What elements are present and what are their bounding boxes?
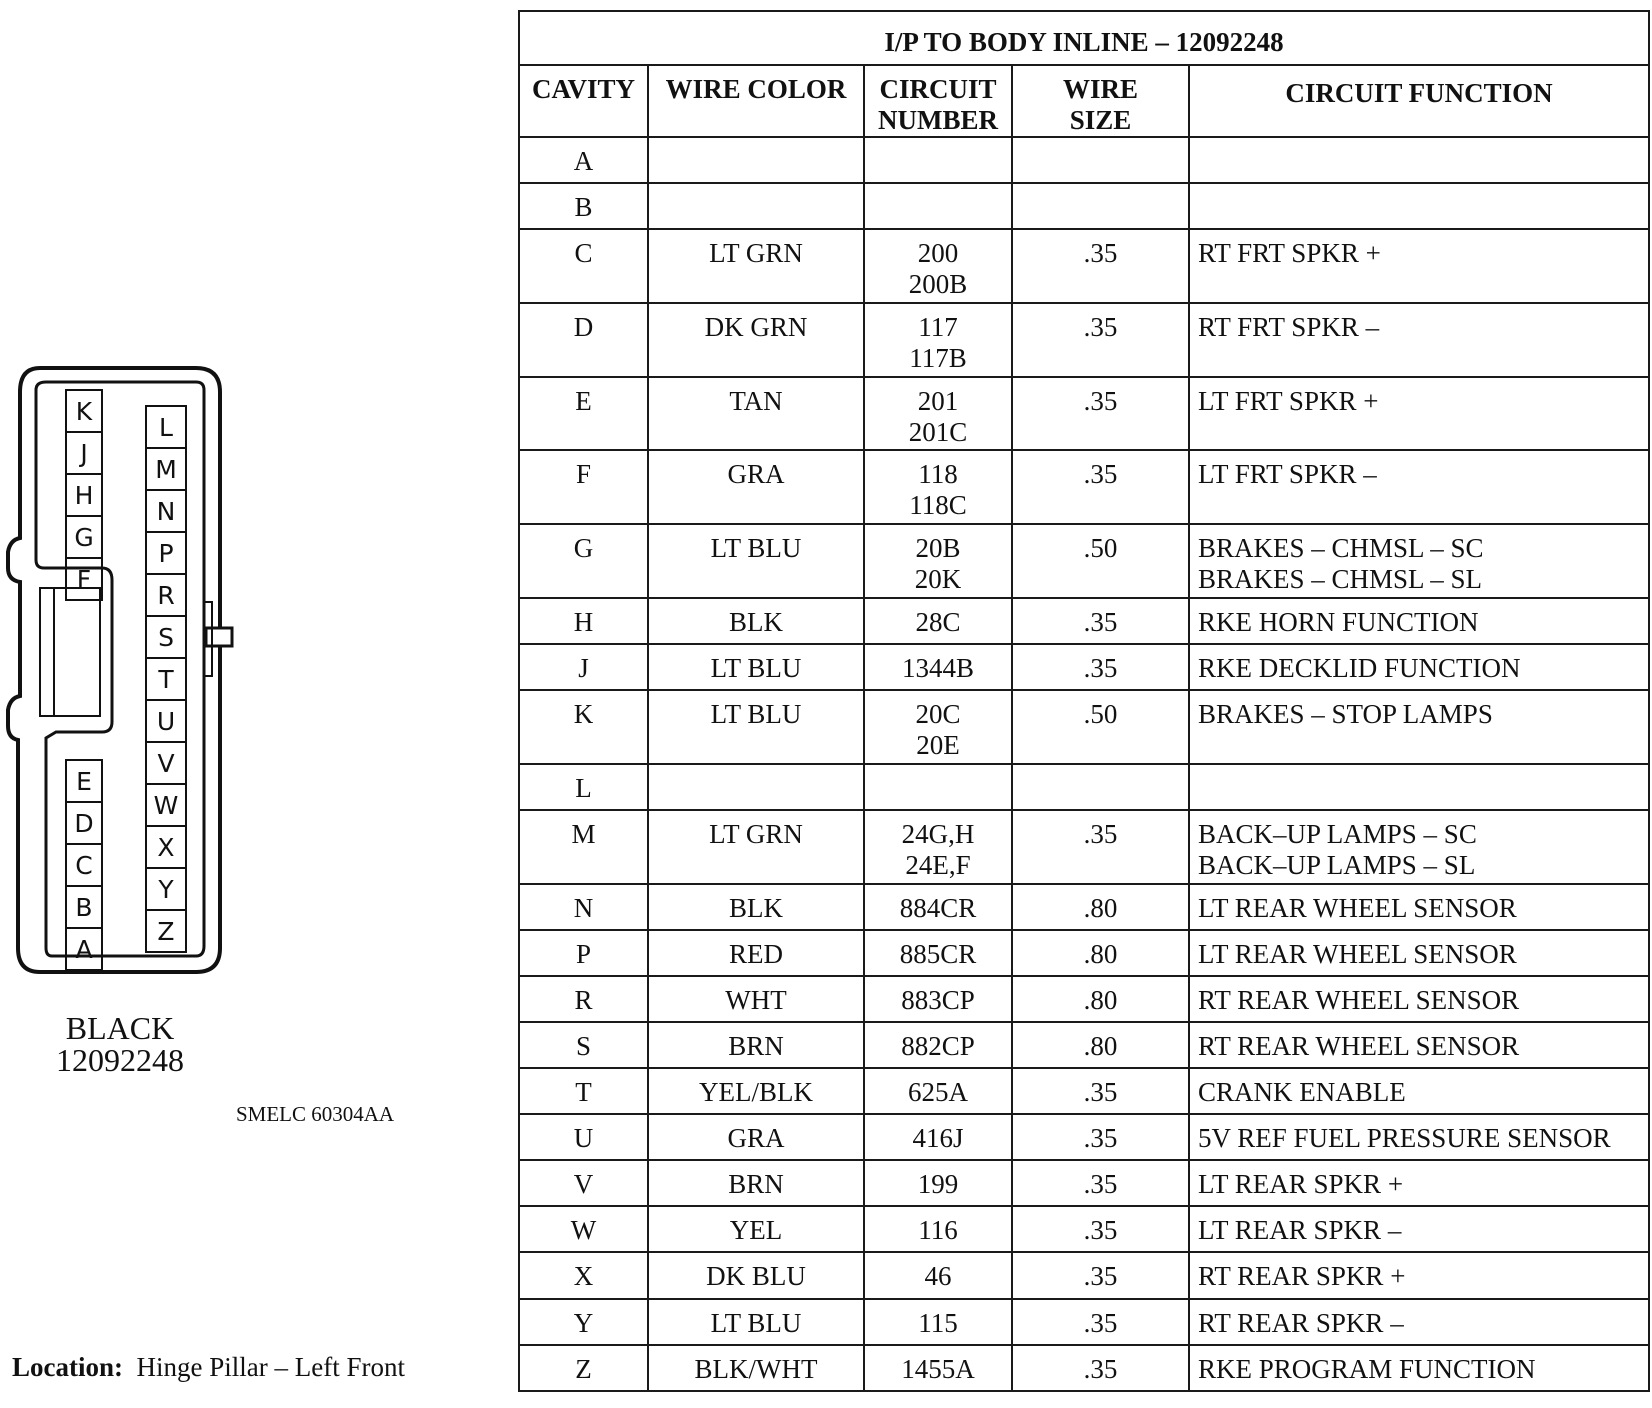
cavity-value: C	[574, 238, 593, 269]
wire-size-cell	[1012, 1206, 1189, 1252]
table-header-row	[519, 65, 1649, 137]
wire-size-cell	[1012, 137, 1189, 183]
pin-label-x: X	[157, 833, 175, 862]
pin-label-f: F	[76, 565, 92, 594]
table-title-row	[519, 11, 1649, 65]
cavity-value: J	[578, 653, 589, 684]
circuit-function-cell	[1189, 764, 1649, 810]
pin-label-a: A	[75, 935, 93, 964]
right-pin-column	[146, 406, 186, 952]
connector-center-block	[40, 588, 100, 716]
circuit-function-cell	[1189, 1345, 1649, 1391]
wire-color-value: RED	[729, 938, 783, 969]
wire-color-value: TAN	[729, 385, 783, 416]
circuit-function-cell	[1189, 229, 1649, 303]
circuit-number-line2: 24E,F	[905, 849, 971, 880]
circuit-function-cell	[1189, 524, 1649, 598]
pinout-table	[518, 10, 1650, 1392]
wire-color-cell	[648, 303, 864, 377]
circuit-number-line1: 416J	[912, 1123, 964, 1154]
header-circuit-number-line1: CIRCUIT	[879, 74, 997, 104]
circuit-number-cell	[864, 764, 1012, 810]
location-value: Hinge Pillar – Left Front	[136, 1352, 405, 1382]
header-circuit-function: CIRCUIT FUNCTION	[1189, 65, 1649, 137]
table-row	[519, 1114, 1649, 1160]
wire-size-value: .35	[1083, 1215, 1118, 1246]
circuit-number-line1: 199	[917, 1169, 959, 1200]
table-row	[519, 1068, 1649, 1114]
wire-color-value: LT BLU	[710, 533, 802, 564]
circuit-number-cell	[864, 598, 1012, 644]
wire-size-cell	[1012, 183, 1189, 229]
wire-color-cell	[648, 183, 864, 229]
cavity-value: F	[575, 459, 592, 490]
wire-size-cell	[1012, 764, 1189, 810]
cavity-value: P	[575, 938, 592, 969]
wire-size-value: .35	[1083, 1077, 1118, 1108]
circuit-number-line1: 24G,H	[901, 818, 975, 849]
pin-label-p: P	[158, 539, 174, 568]
circuit-function-cell	[1189, 598, 1649, 644]
wire-size-cell	[1012, 810, 1189, 884]
table-row	[519, 764, 1649, 810]
pin-label-c: C	[75, 851, 93, 880]
circuit-number-cell	[864, 1206, 1012, 1252]
cavity-cell	[519, 884, 648, 930]
circuit-function-cell	[1189, 930, 1649, 976]
cavity-value: A	[573, 146, 594, 176]
wire-color-cell	[648, 1068, 864, 1114]
wire-color-value: BRN	[728, 1169, 784, 1200]
circuit-function-cell	[1189, 137, 1649, 183]
wire-color-value: DK GRN	[704, 311, 808, 342]
wire-color-cell	[648, 1114, 864, 1160]
circuit-function-line1: LT REAR WHEEL SENSOR	[1198, 938, 1517, 969]
wire-color-cell	[648, 644, 864, 690]
pin-label-d: D	[74, 809, 94, 838]
cavity-cell	[519, 1068, 648, 1114]
table-row	[519, 1206, 1649, 1252]
circuit-function-line1: RT FRT SPKR –	[1198, 311, 1380, 342]
cavity-cell	[519, 229, 648, 303]
wire-color-cell	[648, 976, 864, 1022]
cavity-value: E	[575, 385, 592, 416]
circuit-number-line1: 116	[918, 1215, 958, 1246]
circuit-number-cell	[864, 1114, 1012, 1160]
connector-inner-outline	[36, 382, 204, 956]
wire-color-value: GRA	[727, 1123, 785, 1154]
wire-color-value: WHT	[725, 984, 787, 1015]
table-row	[519, 1160, 1649, 1206]
wire-color-value: LT BLU	[710, 653, 802, 684]
circuit-function-line1: RT FRT SPKR +	[1198, 238, 1381, 269]
wire-size-value: .50	[1083, 699, 1118, 730]
circuit-number-cell	[864, 1299, 1012, 1345]
wire-color-cell	[648, 377, 864, 451]
circuit-function-cell	[1189, 1252, 1649, 1298]
cavity-value: Y	[573, 1307, 594, 1338]
left-lower-pin-column	[66, 760, 102, 970]
cavity-value: W	[570, 1215, 597, 1246]
circuit-function-cell	[1189, 377, 1649, 451]
circuit-number-line1: 882CP	[901, 1031, 975, 1061]
pin-label-v: V	[157, 749, 175, 778]
wire-size-cell	[1012, 1345, 1189, 1391]
cavity-value: D	[573, 311, 594, 342]
table-row	[519, 1345, 1649, 1391]
cavity-value: H	[573, 606, 594, 637]
cavity-cell	[519, 377, 648, 451]
circuit-number-line1: 118	[918, 459, 958, 490]
circuit-number-line1: 883CP	[901, 984, 975, 1015]
wire-color-value: BLK	[729, 606, 783, 637]
circuit-number-cell	[864, 1160, 1012, 1206]
circuit-number-line1: 20C	[915, 699, 961, 730]
wire-size-value: .80	[1083, 938, 1118, 969]
cavity-cell	[519, 1206, 648, 1252]
table-row	[519, 137, 1649, 183]
wire-color-value: LT BLU	[710, 699, 802, 730]
wire-size-value: .35	[1083, 1261, 1118, 1292]
circuit-function-line1: BRAKES – CHMSL – SC	[1198, 533, 1484, 564]
circuit-function-cell	[1189, 1022, 1649, 1068]
circuit-function-cell	[1189, 884, 1649, 930]
wire-color-value: BRN	[728, 1031, 784, 1061]
circuit-number-cell	[864, 303, 1012, 377]
cavity-cell	[519, 976, 648, 1022]
cavity-cell	[519, 810, 648, 884]
circuit-function-cell	[1189, 1114, 1649, 1160]
circuit-number-cell	[864, 137, 1012, 183]
wire-color-value: BLK/WHT	[694, 1353, 818, 1384]
cavity-cell	[519, 1160, 648, 1206]
wire-size-value: .80	[1083, 984, 1118, 1015]
circuit-function-line1: RKE PROGRAM FUNCTION	[1198, 1353, 1536, 1384]
circuit-number-line2: 20E	[916, 730, 960, 761]
table-title: I/P TO BODY INLINE – 12092248	[519, 11, 1649, 65]
circuit-number-line1: 201	[917, 385, 959, 416]
wire-color-cell	[648, 884, 864, 930]
pin-label-e: E	[76, 767, 92, 796]
cavity-cell	[519, 450, 648, 524]
cavity-value: V	[573, 1169, 594, 1200]
connector-key-tab	[206, 628, 232, 646]
wire-color-cell	[648, 1345, 864, 1391]
wire-color-cell	[648, 1206, 864, 1252]
wire-size-cell	[1012, 644, 1189, 690]
circuit-number-cell	[864, 229, 1012, 303]
circuit-function-cell	[1189, 1206, 1649, 1252]
header-wire-size	[1012, 65, 1189, 137]
circuit-number-line1: 625A	[908, 1077, 968, 1108]
wire-color-value: LT GRN	[709, 238, 803, 269]
circuit-number-cell	[864, 690, 1012, 764]
circuit-function-line1: BRAKES – STOP LAMPS	[1198, 699, 1493, 730]
wire-color-cell	[648, 524, 864, 598]
wire-color-cell	[648, 1022, 864, 1068]
pin-label-t: T	[158, 665, 174, 694]
cavity-cell	[519, 1345, 648, 1391]
cavity-cell	[519, 303, 648, 377]
circuit-function-cell	[1189, 976, 1649, 1022]
circuit-function-line1: RKE HORN FUNCTION	[1198, 606, 1479, 637]
circuit-number-cell	[864, 1068, 1012, 1114]
circuit-function-line2: BRAKES – CHMSL – SL	[1198, 564, 1483, 595]
circuit-number-line1: 1455A	[901, 1353, 975, 1384]
wire-color-cell	[648, 764, 864, 810]
wire-size-cell	[1012, 1252, 1189, 1298]
table-row	[519, 884, 1649, 930]
table-row	[519, 644, 1649, 690]
wire-size-value: .35	[1083, 1353, 1118, 1384]
wire-size-cell	[1012, 930, 1189, 976]
wire-size-value: .50	[1083, 533, 1118, 564]
wire-color-cell	[648, 450, 864, 524]
cavity-cell	[519, 930, 648, 976]
circuit-number-line2: 118C	[909, 490, 967, 521]
circuit-function-line1: RT REAR SPKR –	[1198, 1307, 1404, 1338]
connector-part-number: 12092248	[56, 1042, 184, 1078]
pin-label-n: N	[156, 497, 176, 526]
pin-label-z: Z	[157, 917, 175, 946]
cavity-cell	[519, 1022, 648, 1068]
wire-size-cell	[1012, 976, 1189, 1022]
wire-size-value: .80	[1083, 1031, 1118, 1061]
table-row	[519, 1022, 1649, 1068]
circuit-number-cell	[864, 524, 1012, 598]
circuit-function-cell	[1189, 644, 1649, 690]
pin-label-s: S	[158, 623, 174, 652]
circuit-number-line2: 20K	[914, 564, 962, 595]
location-line	[12, 1352, 405, 1382]
wire-size-cell	[1012, 524, 1189, 598]
circuit-number-cell	[864, 930, 1012, 976]
circuit-function-line1: RT REAR SPKR +	[1198, 1261, 1406, 1292]
wire-color-value: GRA	[727, 459, 785, 490]
circuit-number-cell	[864, 1345, 1012, 1391]
table-row	[519, 183, 1649, 229]
wire-color-cell	[648, 690, 864, 764]
pin-label-l: L	[159, 413, 173, 442]
wire-color-cell	[648, 229, 864, 303]
circuit-function-line2: BACK–UP LAMPS – SL	[1198, 849, 1476, 880]
circuit-function-cell	[1189, 1068, 1649, 1114]
cavity-cell	[519, 598, 648, 644]
wire-color-cell	[648, 1160, 864, 1206]
figure-reference-code: SMELC 60304AA	[236, 1102, 395, 1126]
circuit-function-cell	[1189, 450, 1649, 524]
wire-size-cell	[1012, 1068, 1189, 1114]
pin-label-y: Y	[158, 875, 174, 904]
circuit-number-line1: 28C	[915, 606, 961, 637]
table-row	[519, 976, 1649, 1022]
circuit-function-line1: LT FRT SPKR +	[1198, 385, 1379, 416]
circuit-function-line1: 5V REF FUEL PRESSURE SENSOR	[1198, 1123, 1611, 1154]
circuit-function-line1: LT REAR WHEEL SENSOR	[1198, 892, 1517, 923]
wire-color-value: YEL/BLK	[699, 1077, 813, 1108]
cavity-cell	[519, 644, 648, 690]
wire-color-value: BLK	[729, 892, 783, 923]
circuit-function-cell	[1189, 810, 1649, 884]
wire-size-cell	[1012, 690, 1189, 764]
cavity-value: B	[574, 192, 593, 223]
circuit-function-line1: LT REAR SPKR –	[1198, 1215, 1402, 1246]
cavity-cell	[519, 690, 648, 764]
wire-color-cell	[648, 598, 864, 644]
table-row	[519, 303, 1649, 377]
circuit-function-cell	[1189, 303, 1649, 377]
pin-label-k: K	[75, 397, 93, 426]
cavity-cell	[519, 764, 648, 810]
wire-size-cell	[1012, 1022, 1189, 1068]
wire-size-cell	[1012, 1114, 1189, 1160]
circuit-number-line2: 201C	[908, 416, 968, 447]
table-row	[519, 598, 1649, 644]
circuit-function-line1: RT REAR WHEEL SENSOR	[1198, 984, 1520, 1015]
wire-size-cell	[1012, 377, 1189, 451]
cavity-value: U	[573, 1123, 594, 1154]
table-row	[519, 930, 1649, 976]
cavity-cell	[519, 524, 648, 598]
circuit-number-cell	[864, 450, 1012, 524]
circuit-function-cell	[1189, 690, 1649, 764]
wire-size-value: .35	[1083, 311, 1118, 342]
cavity-value: R	[574, 984, 593, 1015]
pin-label-u: U	[156, 707, 176, 736]
circuit-number-cell	[864, 976, 1012, 1022]
header-circuit-number-line2: NUMBER	[878, 105, 998, 135]
circuit-number-cell	[864, 810, 1012, 884]
table-row	[519, 810, 1649, 884]
cavity-value: M	[571, 818, 596, 849]
pin-label-w: W	[153, 791, 179, 820]
cavity-cell	[519, 137, 648, 183]
connector-color-label: BLACK	[65, 1010, 175, 1046]
table-row	[519, 690, 1649, 764]
pin-label-r: R	[157, 581, 175, 610]
wire-size-value: .35	[1083, 1169, 1118, 1200]
wire-size-value: .35	[1083, 606, 1118, 637]
pin-label-g: G	[74, 523, 94, 552]
wire-color-cell	[648, 930, 864, 976]
circuit-number-line1: 117	[918, 311, 958, 342]
circuit-number-line1: 884CR	[899, 892, 977, 923]
wire-size-cell	[1012, 229, 1189, 303]
circuit-number-line1: 115	[918, 1307, 958, 1338]
wire-color-cell	[648, 137, 864, 183]
pin-label-j: J	[80, 439, 88, 468]
circuit-number-cell	[864, 644, 1012, 690]
cavity-value: Z	[575, 1353, 592, 1384]
circuit-number-line2: 117B	[909, 342, 967, 373]
header-cavity: CAVITY	[519, 65, 648, 137]
circuit-function-line1: CRANK ENABLE	[1198, 1077, 1406, 1108]
connector-face-diagram	[0, 360, 250, 980]
header-wire-size-line1: WIRE	[1062, 74, 1138, 104]
wire-size-value: .35	[1083, 653, 1118, 684]
cavity-value: G	[573, 533, 594, 564]
circuit-number-cell	[864, 1252, 1012, 1298]
cavity-value: N	[573, 892, 594, 923]
circuit-number-line2: 200B	[908, 269, 968, 300]
circuit-function-line1: LT FRT SPKR –	[1198, 459, 1377, 490]
table-row	[519, 377, 1649, 451]
wire-color-cell	[648, 1299, 864, 1345]
cavity-value: T	[575, 1077, 592, 1108]
wire-color-value: YEL	[729, 1215, 783, 1246]
pin-label-b: B	[75, 893, 93, 922]
cavity-cell	[519, 183, 648, 229]
table-row	[519, 1299, 1649, 1345]
circuit-function-line1: LT REAR SPKR +	[1198, 1169, 1404, 1200]
circuit-number-line1: 885CR	[899, 938, 977, 969]
header-circuit-number	[864, 65, 1012, 137]
header-wire-color: WIRE COLOR	[648, 65, 864, 137]
circuit-function-cell	[1189, 1160, 1649, 1206]
circuit-function-line1: RT REAR WHEEL SENSOR	[1198, 1031, 1520, 1061]
cavity-cell	[519, 1114, 648, 1160]
wire-size-value: .35	[1083, 238, 1118, 269]
wire-color-value: DK BLU	[706, 1261, 806, 1292]
cavity-value: L	[575, 772, 592, 803]
cavity-value: S	[575, 1031, 592, 1061]
wire-size-value: .80	[1083, 892, 1118, 923]
circuit-function-line1: RKE DECKLID FUNCTION	[1198, 653, 1521, 684]
circuit-number-cell	[864, 183, 1012, 229]
wire-size-value: .35	[1083, 1307, 1118, 1338]
circuit-number-line1: 200	[917, 238, 959, 269]
wire-size-cell	[1012, 1160, 1189, 1206]
circuit-number-cell	[864, 377, 1012, 451]
table-row	[519, 1252, 1649, 1298]
circuit-number-cell	[864, 884, 1012, 930]
wire-size-value: .35	[1083, 1123, 1118, 1154]
circuit-function-cell	[1189, 183, 1649, 229]
cavity-cell	[519, 1252, 648, 1298]
wire-color-value: LT BLU	[710, 1307, 802, 1338]
table-row	[519, 450, 1649, 524]
wire-color-cell	[648, 1252, 864, 1298]
cavity-cell	[519, 1299, 648, 1345]
circuit-function-line1: BACK–UP LAMPS – SC	[1198, 818, 1477, 849]
wire-size-cell	[1012, 303, 1189, 377]
circuit-number-line1: 1344B	[901, 653, 974, 684]
circuit-number-cell	[864, 1022, 1012, 1068]
wire-color-cell	[648, 810, 864, 884]
cavity-value: X	[573, 1261, 594, 1292]
circuit-number-line1: 46	[924, 1261, 952, 1292]
circuit-number-line1: 20B	[915, 533, 961, 564]
wire-size-cell	[1012, 884, 1189, 930]
wire-size-cell	[1012, 450, 1189, 524]
cavity-value: K	[573, 699, 594, 730]
circuit-function-cell	[1189, 1299, 1649, 1345]
wire-size-value: .35	[1083, 385, 1118, 416]
pinout-table-body	[519, 137, 1649, 1391]
wire-color-value: LT GRN	[709, 818, 803, 849]
location-label: Location:	[12, 1352, 123, 1382]
pin-label-m: M	[155, 455, 177, 484]
wire-size-value: .35	[1083, 459, 1118, 490]
pin-label-h: H	[74, 481, 94, 510]
table-row	[519, 524, 1649, 598]
table-row	[519, 229, 1649, 303]
wire-size-value: .35	[1083, 818, 1118, 849]
header-wire-size-line2: SIZE	[1069, 105, 1132, 135]
wire-size-cell	[1012, 1299, 1189, 1345]
wire-size-cell	[1012, 598, 1189, 644]
